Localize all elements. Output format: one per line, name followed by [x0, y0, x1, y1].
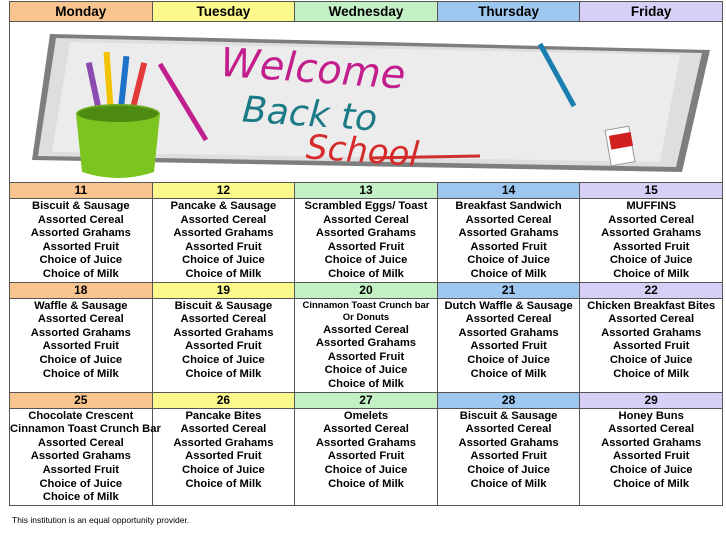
menu-item: Choice of Juice [609, 353, 693, 366]
menu-items [295, 409, 437, 492]
menu-item: Assorted Cereal [465, 213, 552, 226]
header-tuesday: Tuesday [152, 2, 295, 22]
menu-items [10, 409, 161, 505]
menu-items [580, 199, 722, 282]
day-cell [152, 392, 295, 505]
menu-item: Choice of Juice [324, 463, 408, 476]
date-number: 12 [153, 183, 295, 199]
menu-item: Choice of Milk [328, 267, 404, 280]
menu-items [153, 409, 295, 492]
menu-item: Assorted Grahams [173, 436, 274, 449]
menu-item: Assorted Grahams [458, 326, 559, 339]
menu-item: Pancake Bites [185, 409, 262, 422]
menu-item: Assorted Fruit [42, 463, 120, 476]
welcome-back-to-school-illustration [10, 22, 722, 182]
menu-item: Honey Buns [618, 409, 684, 422]
day-cell [295, 392, 438, 505]
day-cell [580, 282, 723, 392]
menu-item: Assorted Cereal [37, 213, 124, 226]
menu-item: Choice of Milk [470, 267, 547, 280]
menu-item: Assorted Fruit [185, 450, 262, 463]
menu-item: Assorted Cereal [608, 213, 695, 226]
date-number: 28 [438, 393, 580, 409]
date-number: 14 [438, 183, 580, 199]
header-thursday: Thursday [437, 2, 580, 22]
day-cell [152, 282, 295, 392]
date-number: 26 [153, 393, 295, 409]
menu-item: Choice of Milk [328, 477, 404, 490]
date-number: 11 [10, 183, 152, 199]
menu-item: Choice of Milk [185, 477, 262, 490]
menu-item: Chocolate Crescent [28, 409, 134, 422]
menu-items [438, 409, 580, 492]
menu-item: Assorted Grahams [601, 436, 702, 449]
menu-item: Assorted Grahams [315, 227, 417, 240]
day-cell [152, 183, 295, 283]
menu-item: Choice of Juice [467, 254, 550, 267]
menu-items [580, 299, 722, 382]
menu-item: Choice of Juice [324, 254, 408, 267]
date-number: 15 [580, 183, 722, 199]
menu-item: Assorted Cereal [608, 313, 695, 326]
menu-items [153, 199, 295, 282]
menu-item: Assorted Grahams [173, 326, 274, 339]
menu-item: Assorted Fruit [612, 240, 690, 253]
date-number: 27 [295, 393, 437, 409]
menu-item: Cinnamon Toast Crunch bar [302, 299, 430, 311]
menu-item: Assorted Fruit [612, 340, 690, 353]
date-number: 22 [580, 283, 722, 299]
menu-items [295, 199, 437, 282]
menu-item: Assorted Grahams [30, 227, 131, 240]
menu-item: Assorted Fruit [42, 240, 120, 253]
footer-disclaimer: This institution is an equal opportunity provider. [12, 515, 190, 525]
menu-item: Assorted Fruit [470, 340, 547, 353]
menu-item: Choice of Juice [39, 477, 123, 490]
date-number: 29 [580, 393, 722, 409]
day-cell [437, 183, 580, 283]
menu-item: Choice of Juice [182, 254, 265, 267]
menu-items [438, 199, 580, 282]
menu-item: Assorted Cereal [180, 423, 267, 436]
menu-item: Chicken Breakfast Bites [587, 299, 716, 312]
menu-item: Choice of Juice [39, 254, 123, 267]
menu-items [10, 299, 152, 382]
menu-item: Assorted Fruit [185, 240, 262, 253]
menu-item: Assorted Cereal [180, 213, 267, 226]
menu-item: Choice of Milk [185, 367, 262, 380]
menu-item: Assorted Cereal [323, 323, 409, 336]
week-row [10, 392, 723, 505]
date-number: 25 [10, 393, 152, 409]
banner-line-welcome: Welcome [218, 39, 407, 99]
menu-item: Assorted Grahams [458, 227, 559, 240]
menu-item: Assorted Fruit [327, 350, 405, 363]
menu-item: Choice of Milk [613, 367, 690, 380]
menu-item: Assorted Cereal [323, 213, 409, 226]
menu-items [295, 299, 437, 392]
header-monday: Monday [10, 2, 153, 22]
menu-item: MUFFINS [626, 200, 677, 212]
menu-item: Choice of Milk [42, 267, 119, 280]
date-number: 21 [438, 283, 580, 299]
menu-item: Breakfast Sandwich [455, 200, 562, 212]
menu-item: Assorted Fruit [470, 450, 547, 463]
day-cell [437, 392, 580, 505]
menu-item: Choice of Milk [470, 367, 547, 380]
menu-item: Assorted Grahams [601, 326, 702, 339]
menu-item: Assorted Cereal [465, 313, 552, 326]
day-cell [10, 392, 161, 505]
menu-item: Pancake & Sausage [170, 200, 277, 212]
menu-item: Choice of Juice [467, 463, 550, 476]
menu-item: Assorted Grahams [315, 436, 417, 449]
date-number: 20 [295, 283, 437, 299]
header-wednesday: Wednesday [295, 2, 438, 22]
day-cell [10, 282, 153, 392]
menu-item: Assorted Cereal [180, 313, 267, 326]
menu-item: Choice of Juice [609, 254, 693, 267]
welcome-banner [10, 22, 723, 183]
menu-item: Choice of Milk [470, 477, 547, 490]
menu-item: Assorted Fruit [470, 240, 547, 253]
banner-line-back-to: Back to [240, 89, 379, 140]
menu-calendar [9, 1, 723, 506]
menu-item: Assorted Fruit [42, 340, 120, 353]
banner-line-school: School [304, 127, 421, 176]
menu-item: Biscuit & Sausage [174, 299, 273, 312]
menu-item: Assorted Grahams [315, 337, 417, 350]
week-row [10, 183, 723, 283]
menu-item: Choice of Juice [609, 463, 693, 476]
week-row [10, 282, 723, 392]
menu-item: Assorted Grahams [30, 450, 131, 463]
menu-item: Choice of Juice [182, 353, 265, 366]
menu-items [153, 299, 295, 382]
menu-items [10, 199, 152, 282]
menu-item: Biscuit & Sausage [31, 200, 130, 212]
menu-items [580, 409, 722, 492]
menu-item: Omelets [343, 409, 389, 422]
day-cell [10, 183, 153, 283]
menu-item: Assorted Cereal [465, 423, 552, 436]
day-cell [295, 183, 438, 283]
menu-item: Assorted Grahams [601, 227, 702, 240]
menu-item: Assorted Grahams [458, 436, 559, 449]
menu-item: Choice of Juice [324, 364, 408, 377]
menu-item: Choice of Milk [328, 377, 404, 390]
menu-item: Assorted Cereal [37, 436, 124, 449]
day-cell [580, 392, 723, 505]
menu-item: Choice of Juice [39, 353, 123, 366]
date-number: 18 [10, 283, 152, 299]
menu-item: Choice of Milk [42, 491, 119, 504]
menu-item: Or Donuts [342, 311, 390, 323]
menu-item: Assorted Grahams [30, 326, 131, 339]
menu-item: Assorted Fruit [185, 340, 262, 353]
menu-item: Choice of Milk [613, 267, 690, 280]
header-friday: Friday [580, 2, 723, 22]
menu-item: Assorted Grahams [173, 227, 274, 240]
menu-items [438, 299, 580, 382]
menu-item: Choice of Milk [42, 367, 119, 380]
menu-item: Assorted Fruit [612, 450, 690, 463]
date-number: 19 [153, 283, 295, 299]
menu-item: Choice of Juice [182, 463, 265, 476]
menu-item: Choice of Milk [185, 267, 262, 280]
menu-item: Biscuit & Sausage [459, 409, 558, 422]
menu-item: Waffle & Sausage [34, 299, 128, 312]
menu-item: Scrambled Eggs/ Toast [304, 200, 428, 212]
menu-item: Assorted Fruit [327, 240, 405, 253]
menu-weeks [10, 183, 723, 506]
date-number: 13 [295, 183, 437, 199]
menu-item: Assorted Fruit [327, 450, 405, 463]
day-cell [295, 282, 438, 392]
menu-item: Choice of Milk [613, 477, 690, 490]
day-cell [580, 183, 723, 283]
day-cell [437, 282, 580, 392]
menu-item: Dutch Waffle & Sausage [444, 299, 573, 312]
menu-item: Choice of Juice [467, 353, 550, 366]
menu-item: Assorted Cereal [37, 313, 124, 326]
weekday-header-row [10, 2, 723, 22]
menu-item: Cinnamon Toast Crunch Bar [10, 423, 161, 436]
menu-item: Assorted Cereal [323, 423, 409, 436]
menu-item: Assorted Cereal [608, 423, 695, 436]
